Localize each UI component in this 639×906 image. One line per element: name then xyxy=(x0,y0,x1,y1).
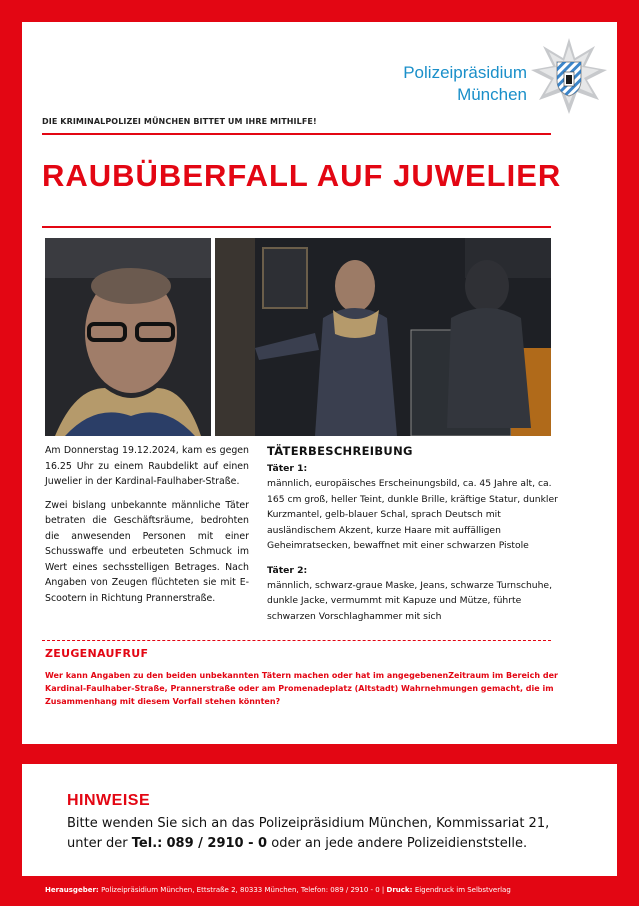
tel-number: 089 / 2910 - 0 xyxy=(166,836,268,851)
incident-paragraph-1: Am Donnerstag 19.12.2024, kam es gegen 16.25 Uhr zu einem Raubdelikt auf einen Juwelier in der Kardinal-Faulhaber-Straße. xyxy=(45,445,249,487)
brand-wordmark xyxy=(403,62,527,106)
footer-separator: | xyxy=(379,886,387,894)
suspect-photo-closeup xyxy=(45,238,211,436)
appeal-title: ZEUGENAUFRUF xyxy=(45,647,149,660)
hints-line-1: Bitte wenden Sie sich an das Polizeipräsidium München, Kommissariat 21, xyxy=(67,816,550,831)
suspect-description xyxy=(267,444,562,633)
description-heading: TÄTERBESCHREIBUNG xyxy=(267,444,413,458)
hints-text xyxy=(67,814,607,854)
appeal-divider xyxy=(42,640,551,641)
footer-print-label: Druck: xyxy=(386,886,413,894)
brand-line-2: München xyxy=(457,85,527,104)
incident-paragraph-2: Zwei bislang unbekannte männliche Täter betraten die Geschäftsräume, bedrohten die anwesenden Personen mit einer Schusswaffe und erbeuteten Schmuck im Wert eines sechsstelligen Betrages. Nach Angaben von Zeugen flüchteten sie mit E-Scootern in Richtung Prannerstraße. xyxy=(45,499,249,604)
headline-divider xyxy=(42,226,551,228)
hints-title: HINWEISE xyxy=(67,792,151,809)
suspect-1-text: männlich, europäisches Erscheinungsbild, ca. 45 Jahre alt, ca. 165 cm groß, heller Teint, dunkle Brille, kräftige Statur, dunkler Kurzmantel, gelb-blauer Schal, sprach Deutsch mit ausländischem Akzent, kurze Haare mit auffälligen Geheimratsecken, bewaffnet mit einer schwarzen Pistole xyxy=(267,478,558,551)
footer-imprint xyxy=(45,886,511,894)
suspect-2-text: männlich, schwarz-graue Maske, Jeans, schwarze Turnschuhe, dunkle Jacke, vermummt mit Kapuze und Mütze, führte schwarzen Vorschlaghammer mit sich xyxy=(267,579,553,622)
tel-label: Tel.: xyxy=(131,836,163,851)
hints-box xyxy=(22,764,617,876)
footer-publisher: Polizeipräsidium München, Ettstraße 2, 80333 München, Telefon: 089 / 2910 - 0 xyxy=(101,886,380,894)
appeal-text: Wer kann Angaben zu den beiden unbekannten Tätern machen oder hat im angegebenenZeitraum im Bereich der Kardinal-Faulhaber-Straße, Prannerstraße oder am Promenadeplatz (Altstadt) Wahrnehmungen gemacht, die im Zusammenhang mit diesem Vorfall stehen könnten? xyxy=(45,671,558,706)
headline: RAUBÜBERFALL AUF JUWELIER xyxy=(42,158,562,193)
top-divider xyxy=(42,133,551,135)
suspect-1-label: Täter 1: xyxy=(267,463,308,474)
incident-report xyxy=(45,443,249,614)
suspect-2-label: Täter 2: xyxy=(267,564,308,576)
footer-print: Eigendruck im Selbstverlag xyxy=(414,886,511,894)
surveillance-photo-store xyxy=(215,238,551,436)
police-star-icon xyxy=(529,36,609,116)
footer-publisher-label: Herausgeber: xyxy=(45,886,99,894)
hints-line-2 xyxy=(67,834,607,854)
kicker-text: DIE KRIMINALPOLIZEI MÜNCHEN BITTET UM IHRE MITHILFE! xyxy=(42,117,317,126)
brand-line-1: Polizeipräsidium xyxy=(403,63,527,82)
hints-line-2-pre: unter der xyxy=(67,836,132,851)
hints-line-2-post: oder an jede andere Polizeidienststelle. xyxy=(267,836,528,851)
